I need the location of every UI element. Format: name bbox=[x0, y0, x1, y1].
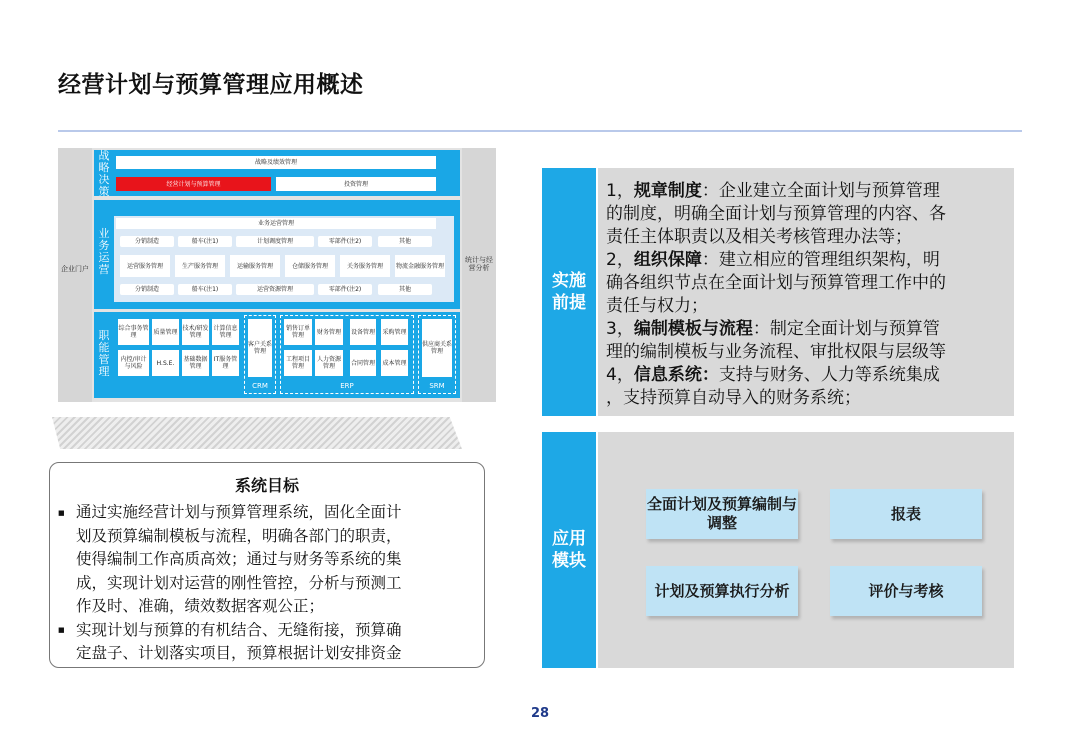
operations-label: 业务运营 bbox=[98, 227, 110, 276]
operations-band bbox=[94, 200, 460, 309]
ops-r2-c1: 运营服务管理 bbox=[120, 255, 170, 277]
prereq-line: 2，组织保障：建立相应的管理组织架构，明 bbox=[606, 250, 940, 270]
functions-band bbox=[94, 312, 460, 398]
prerequisites-label: 实施前提 bbox=[542, 168, 596, 416]
prereq-line: 的制度，明确全面计划与预算管理的内容、各 bbox=[606, 204, 946, 224]
architecture-diagram bbox=[58, 148, 496, 402]
ops-r1-c2: 船车(注1) bbox=[178, 236, 232, 247]
ops-r2-c4: 仓储服务管理 bbox=[285, 255, 335, 277]
ops-r2-c5: 关务服务管理 bbox=[340, 255, 390, 277]
functions-label: 职能管理 bbox=[98, 329, 110, 378]
goal-line: 通过实施经营计划与预算管理系统，固化全面计 bbox=[76, 503, 402, 521]
func-r1-c4: 计算信息管理 bbox=[212, 319, 239, 345]
ops-r2-c6: 物流金融服务管理 bbox=[395, 255, 445, 277]
prereq-line: 确各组织节点在全面计划与预算管理工作中的 bbox=[606, 273, 946, 293]
system-goal-box bbox=[49, 462, 485, 668]
analysis-column bbox=[462, 148, 496, 402]
modules-panel bbox=[598, 432, 1014, 668]
crm-box: 客户关系管理 bbox=[248, 319, 272, 377]
func-r2-c1: 内控/审计与风险 bbox=[118, 350, 149, 376]
page-title: 经营计划与预算管理应用概述 bbox=[58, 72, 364, 98]
func-r1-c2: 质量管理 bbox=[152, 319, 179, 345]
module-budget-compilation: 全面计划及预算编制与调整 bbox=[646, 489, 798, 539]
modules-label: 应用模块 bbox=[542, 432, 596, 668]
ops-r1-c1: 分销制造 bbox=[120, 236, 174, 247]
func-r2-c4: IT服务管理 bbox=[212, 350, 239, 376]
goal-line: 定盘子、计划落实项目，预算根据计划安排资金 bbox=[76, 644, 402, 662]
prereq-line: 责任主体职责以及相关考核管理办法等； bbox=[606, 227, 912, 247]
module-evaluation: 评价与考核 bbox=[830, 566, 982, 616]
ops-r3-c1: 分销制造 bbox=[120, 284, 174, 295]
erp-label: ERP bbox=[340, 382, 354, 390]
func-r1-c3: 技术/研发管理 bbox=[182, 319, 209, 345]
goal-line: 成，实现计划对运营的刚性管控，分析与预测工 bbox=[76, 573, 402, 592]
prereq-line: 4，信息系统：支持与财务、人力等系统集成 bbox=[606, 365, 940, 385]
ops-r1-c3: 计划调度管理 bbox=[236, 236, 314, 247]
diagram-shadow-base bbox=[52, 417, 462, 449]
ops-r3-c5: 其他 bbox=[378, 284, 432, 295]
ops-r3-c2: 船车(注1) bbox=[178, 284, 232, 295]
erp-r2-c2: 人力资源管理 bbox=[315, 350, 343, 376]
prereq-line: 1，规章制度：企业建立全面计划与预算管理 bbox=[606, 181, 940, 201]
erp-r2-c3: 合同管理 bbox=[350, 350, 376, 376]
erp-r2-c1: 工程项目管理 bbox=[284, 350, 312, 376]
goal-line: 使得编制工作高质高效；通过与财务等系统的集 bbox=[76, 550, 402, 568]
planning-budget-box: 经营计划与预算管理 bbox=[116, 177, 271, 191]
ops-r1-c4: 零部件(注2) bbox=[318, 236, 372, 247]
func-r2-c3: 基础数据管理 bbox=[182, 350, 209, 376]
erp-r1-c2: 财务管理 bbox=[315, 319, 343, 345]
prereq-line: 理的编制模板与业务流程、审批权限与层级等 bbox=[606, 342, 946, 362]
crm-label: CRM bbox=[252, 382, 268, 390]
ops-r2-c2: 生产服务管理 bbox=[175, 255, 225, 277]
module-execution-analysis: 计划及预算执行分析 bbox=[646, 566, 798, 616]
goal-line: 划及预算编制模板与流程，明确各部门的职责， bbox=[76, 526, 402, 545]
ops-r1-c5: 其他 bbox=[378, 236, 432, 247]
strategy-label: 战略决策 bbox=[98, 149, 110, 198]
title-divider bbox=[58, 130, 1022, 132]
page-number: 28 bbox=[530, 706, 550, 721]
prereq-line: 责任与权力； bbox=[606, 296, 708, 316]
goal-bullet-2: ■ bbox=[58, 626, 65, 634]
ops-r2-c3: 运输服务管理 bbox=[230, 255, 280, 277]
goal-title: 系统目标 bbox=[234, 476, 299, 495]
ops-r3-c4: 零部件(注2) bbox=[318, 284, 372, 295]
ops-r3-c3: 运营资源管理 bbox=[236, 284, 314, 295]
operations-header: 业务运营管理 bbox=[116, 218, 436, 229]
portal-column bbox=[58, 148, 92, 402]
investment-box: 投资管理 bbox=[276, 177, 436, 191]
func-r2-c2: H.S.E. bbox=[152, 350, 179, 376]
erp-r1-c4: 采购管理 bbox=[381, 319, 408, 345]
analysis-label: 统计与经营分析 bbox=[465, 256, 493, 272]
srm-box: 供应商关系管理 bbox=[422, 319, 452, 377]
strategy-band bbox=[94, 150, 460, 196]
goal-line: 实现计划与预算的有机结合、无缝衔接，预算确 bbox=[76, 620, 402, 639]
module-reports: 报表 bbox=[830, 489, 982, 539]
strategy-performance-box: 战略及绩效管理 bbox=[116, 156, 436, 169]
erp-r1-c3: 设备管理 bbox=[350, 319, 376, 345]
erp-r2-c4: 成本管理 bbox=[381, 350, 408, 376]
srm-label: SRM bbox=[429, 382, 445, 390]
goal-line: 作及时、准确，绩效数据客观公正； bbox=[76, 597, 325, 615]
func-r1-c1: 综合事务管理 bbox=[118, 319, 149, 345]
portal-label: 企业门户 bbox=[61, 265, 89, 273]
prereq-line: 3，编制模板与流程：制定全面计划与预算管 bbox=[606, 319, 940, 339]
prereq-line: ，支持预算自动导入的财务系统； bbox=[606, 388, 861, 408]
erp-r1-c1: 销售订单管理 bbox=[284, 319, 312, 345]
goal-bullet-1: ■ bbox=[58, 509, 65, 517]
